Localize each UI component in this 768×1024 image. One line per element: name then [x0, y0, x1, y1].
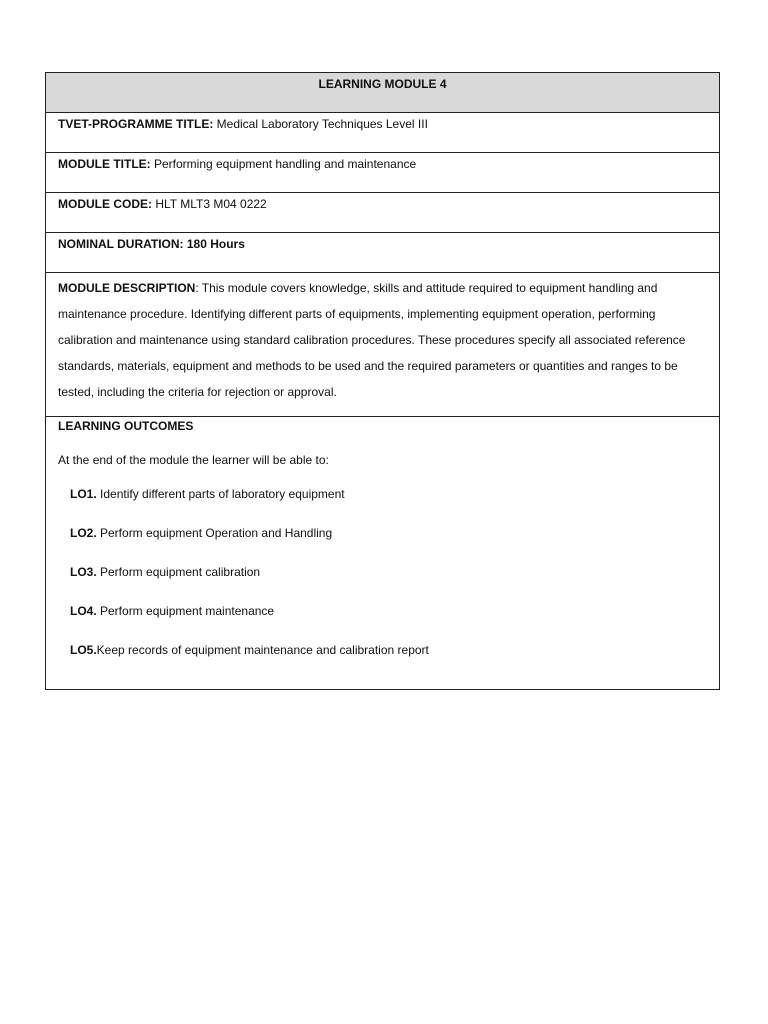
nominal-duration-row: [46, 233, 719, 273]
programme-title-label: TVET-PROGRAMME TITLE:: [58, 117, 214, 131]
learning-outcomes-row: [46, 417, 719, 689]
learning-outcome-item: [70, 643, 707, 682]
module-header-title: LEARNING MODULE 4: [318, 77, 447, 91]
module-header-row: [46, 73, 719, 113]
nominal-duration-label: NOMINAL DURATION: 180 Hours: [58, 237, 245, 251]
learning-outcome-text: Perform equipment Operation and Handling: [96, 526, 333, 540]
learning-outcome-code: LO4.: [70, 604, 97, 618]
module-title-value: Performing equipment handling and maintenance: [150, 157, 417, 171]
programme-title-value: Medical Laboratory Techniques Level III: [213, 117, 428, 131]
learning-outcome-item: [70, 604, 707, 643]
module-code-label: MODULE CODE:: [58, 197, 152, 211]
module-code-value: HLT MLT3 M04 0222: [152, 197, 267, 211]
module-description-row: [46, 273, 719, 417]
learning-outcome-code: LO3.: [70, 565, 97, 579]
learning-outcome-code: LO1.: [70, 487, 97, 501]
module-code-row: [46, 193, 719, 233]
learning-outcomes-intro: At the end of the module the learner will be able to:: [58, 453, 329, 467]
learning-module-table: [45, 72, 720, 690]
learning-outcomes-heading: LEARNING OUTCOMES: [58, 419, 194, 433]
learning-outcome-code: LO5.: [70, 643, 97, 657]
learning-outcome-text: Perform equipment calibration: [96, 565, 261, 579]
module-description-label: MODULE DESCRIPTION: [58, 281, 196, 295]
learning-outcome-item: [70, 487, 707, 526]
learning-outcome-item: [70, 565, 707, 604]
programme-title-row: [46, 113, 719, 153]
learning-outcome-text: Keep records of equipment maintenance and calibration report: [96, 643, 429, 657]
learning-outcomes-list: [58, 487, 707, 682]
learning-outcome-code: LO2.: [70, 526, 97, 540]
module-description-text: : This module covers knowledge, skills and attitude required to equipment handling and maintenance procedure. Identifying different parts of equipments, implementing equipment operation, performing calibration and maintenance using standard calibration procedures. These procedures specify all associated reference standards, materials, equipment and methods to be used and the required parameters or quantities and ranges to be tested, including the criteria for rejection or approval.: [58, 281, 686, 399]
learning-outcome-item: [70, 526, 707, 565]
module-title-label: MODULE TITLE:: [58, 157, 151, 171]
module-title-row: [46, 153, 719, 193]
learning-outcome-text: Perform equipment maintenance: [96, 604, 275, 618]
learning-outcome-text: Identify different parts of laboratory equipment: [96, 487, 345, 501]
